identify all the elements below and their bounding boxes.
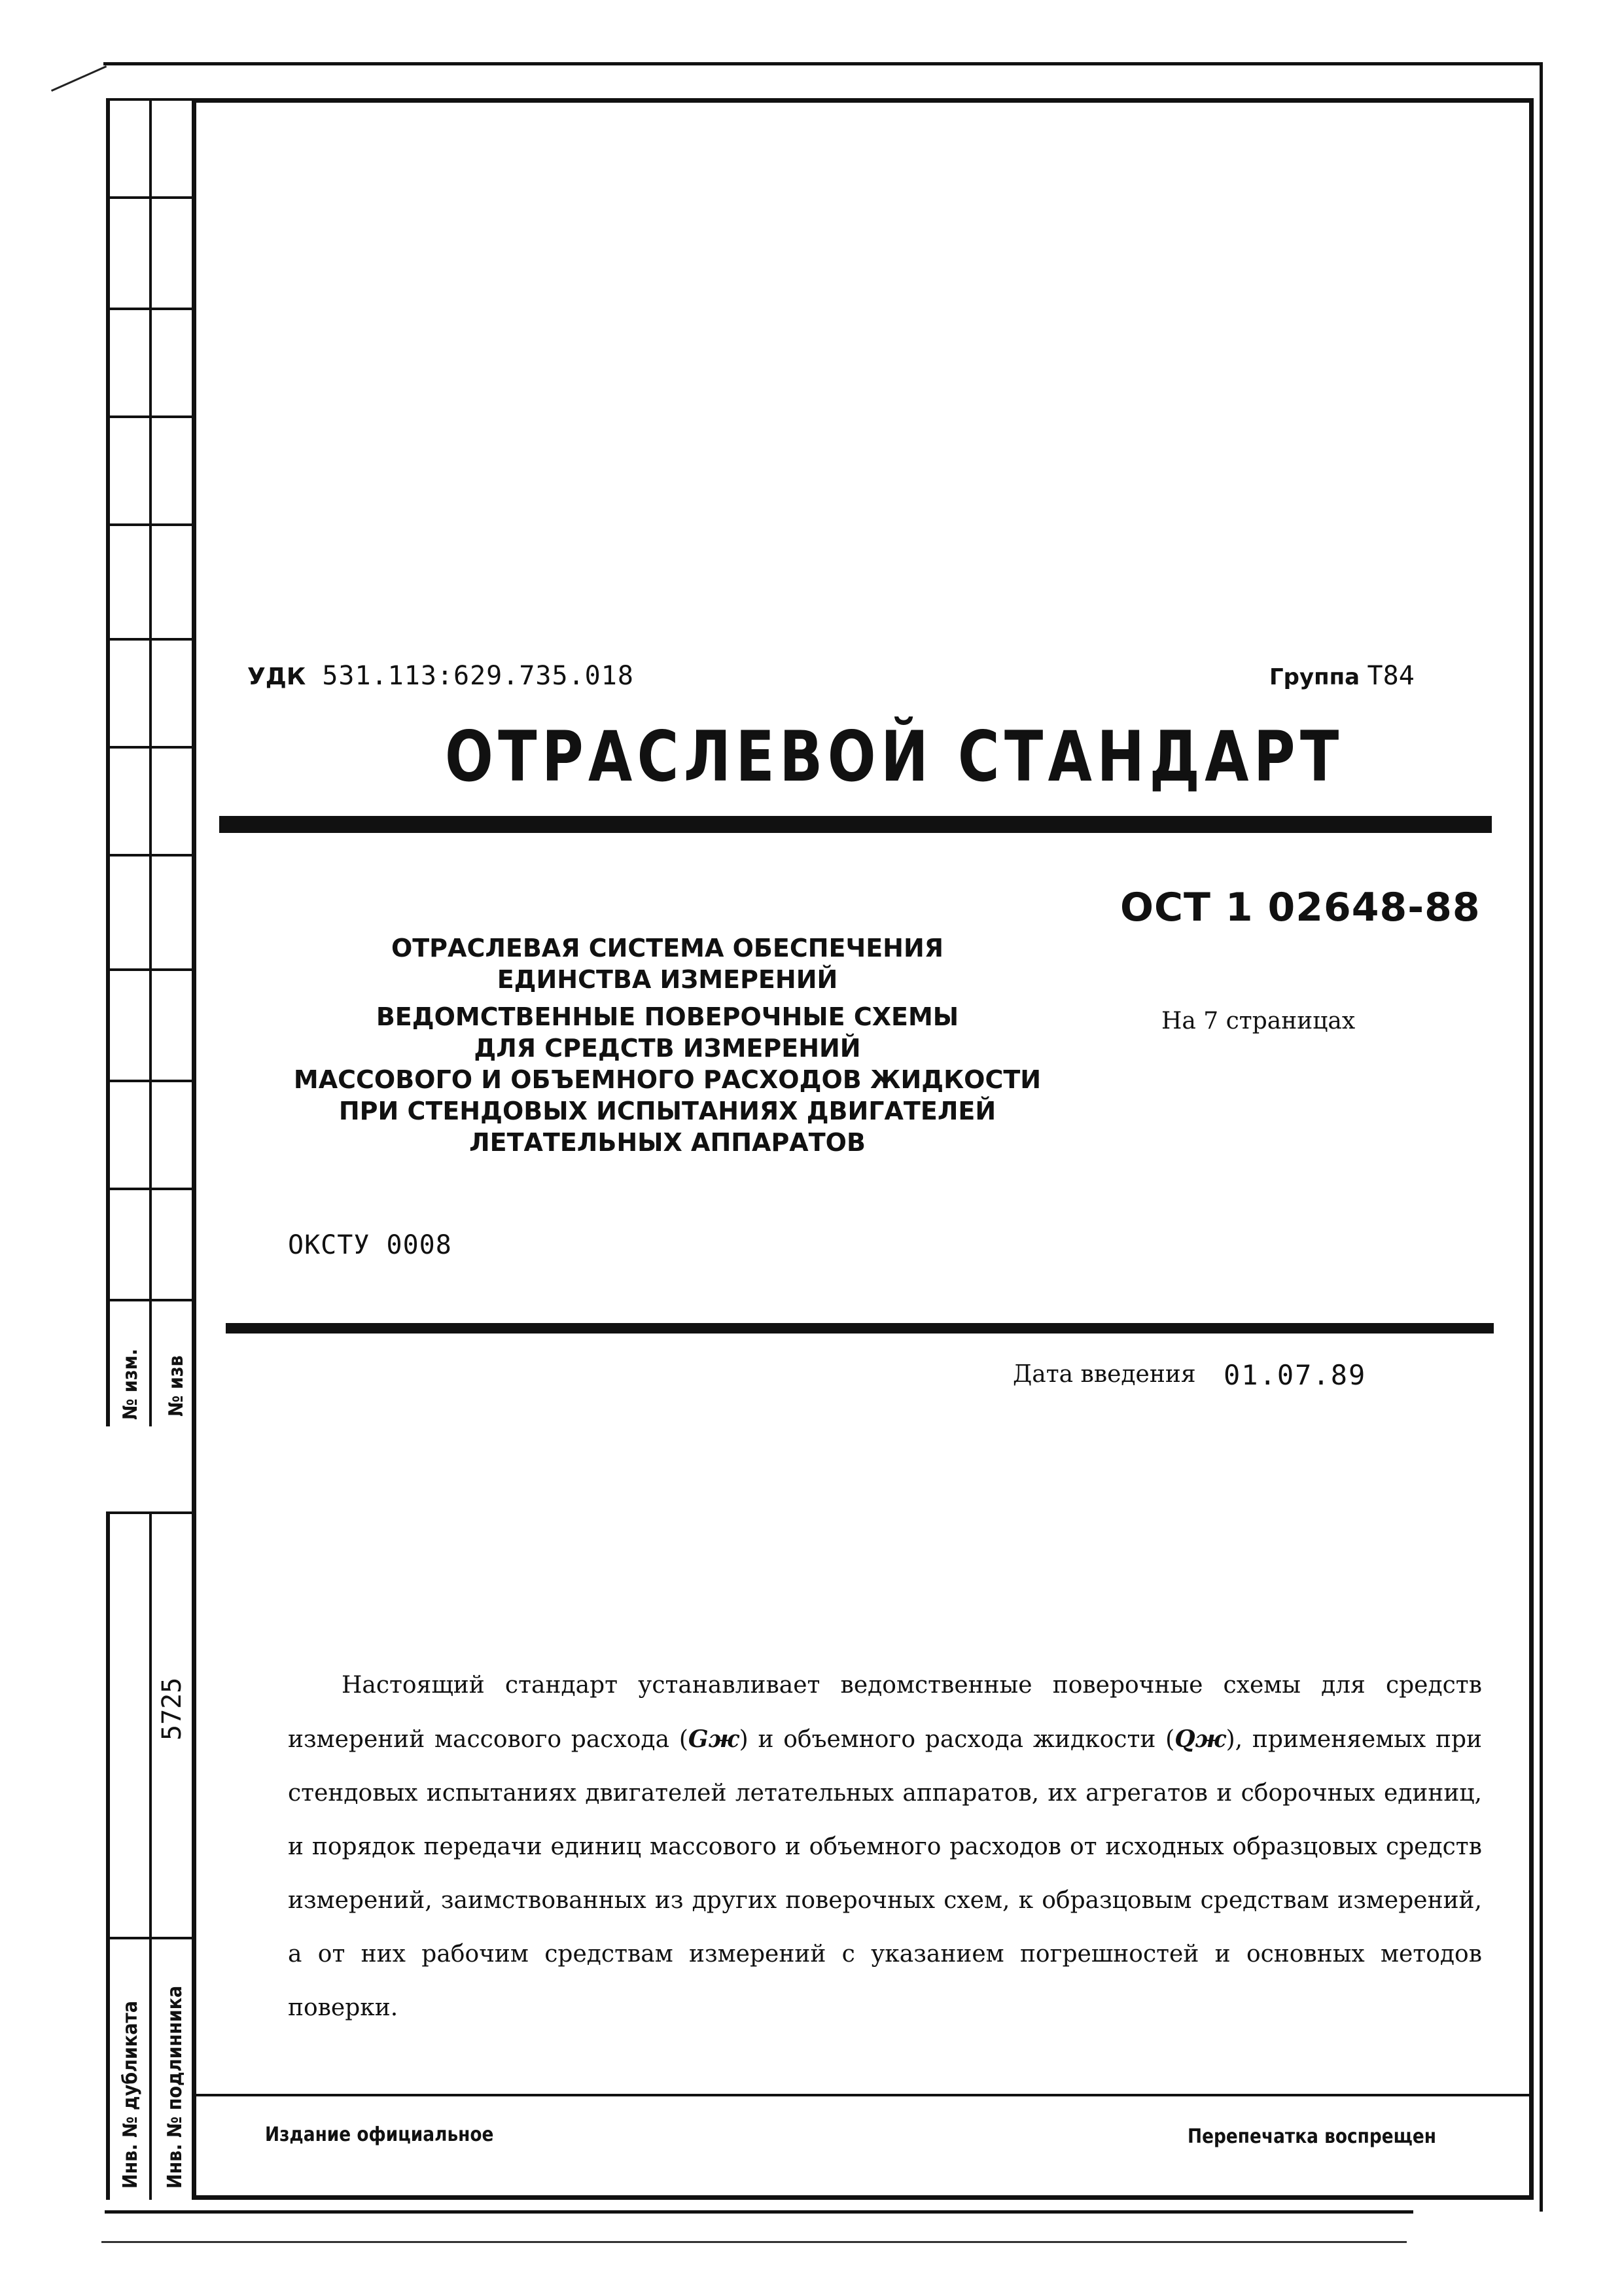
- side-label-original: Инв. № подлинника: [164, 1985, 186, 2189]
- udk-label: УДК: [247, 663, 306, 690]
- side-cell: [110, 1188, 196, 1299]
- group-value: Т84: [1367, 661, 1415, 691]
- bottom-border-line: [105, 2210, 1413, 2214]
- side-cell: [110, 638, 196, 746]
- date-label: Дата введения: [1013, 1361, 1196, 1388]
- symbol-volume-flow: Qж: [1174, 1725, 1226, 1753]
- udk-value: 531.113:629.735.018: [322, 661, 634, 691]
- subtitle-schemes: ВЕДОМСТВЕННЫЕ ПОВЕРОЧНЫЕ СХЕМЫ ДЛЯ СРЕДСТВ ИЗМЕРЕНИЙ МАССОВОГО И ОБЪЕМНОГО РАСХОДОВ ЖИДКОСТИ ПРИ СТЕНДОВЫХ ИСПЫТАНИЯХ ДВИГАТЕЛЕЙ ЛЕТАТЕЛЬНЫХ АППАРАТОВ: [293, 1002, 1042, 1157]
- side-label-change-no: № изм.: [119, 1349, 142, 1420]
- body-text: ) и объемного расхода жидкости (: [739, 1726, 1175, 1753]
- group-code: [1269, 661, 1415, 691]
- side-stamp-divider: [149, 98, 152, 1426]
- group-label: Группа: [1269, 664, 1360, 690]
- side-inv-number: 5725: [157, 1677, 187, 1740]
- body-paragraph: [288, 1659, 1482, 2035]
- side-stamp-gap: [106, 1426, 192, 1511]
- subtitle-system: ОТРАСЛЕВАЯ СИСТЕМА ОБЕСПЕЧЕНИЯ ЕДИНСТВА ИЗМЕРЕНИЙ: [391, 934, 944, 994]
- body-text: Настоящий стандарт устанавливает ведомственные поверочные схемы для средств измерений массового расхода (: [288, 1672, 1482, 1753]
- side-label-duplicate: Инв. № дубликата: [119, 2000, 142, 2189]
- body-text: ), применяемых при стендовых испытаниях двигателей летательных аппаратов, их агрегатов и сборочных единиц, и порядок передачи единиц массового и объемного расходов от исходных образцовых средств измерений, заимствованных из других поверочных схем, к образцовым средствам измерений, а от них рабочим средствам измерений с указанием погрешностей и основных методов поверки.: [288, 1726, 1482, 2021]
- title-rule: [219, 816, 1492, 833]
- date-value: 01.07.89: [1224, 1359, 1367, 1391]
- side-label-change-no2: № изв: [165, 1355, 188, 1417]
- okstu-rule: [226, 1323, 1494, 1333]
- standard-number: ОСТ 1 02648-88: [1120, 885, 1481, 930]
- udk-code: [247, 661, 634, 691]
- page-count: На 7 страницах: [1161, 1008, 1356, 1034]
- side-cell: [110, 98, 196, 196]
- bottom-trim-line: [101, 2241, 1407, 2243]
- side-cell: [110, 1080, 196, 1188]
- side-stamp-divider: [149, 1511, 152, 2200]
- side-cell: [110, 523, 196, 638]
- reprint-note: Перепечатка воспрещен: [1188, 2125, 1436, 2148]
- side-cell: [110, 968, 196, 1080]
- side-cell: [110, 308, 196, 415]
- document-title: ОТРАСЛЕВОЙ СТАНДАРТ: [445, 716, 1344, 797]
- edition-note: Издание официальное: [265, 2123, 494, 2146]
- side-cell: [110, 196, 196, 308]
- symbol-mass-flow: Gж: [688, 1725, 739, 1753]
- footer-rule: [192, 2094, 1534, 2096]
- side-cell: [110, 746, 196, 854]
- side-cell: [110, 854, 196, 968]
- okstu-code: ОКСТУ 0008: [288, 1230, 452, 1260]
- side-cell: [110, 415, 196, 523]
